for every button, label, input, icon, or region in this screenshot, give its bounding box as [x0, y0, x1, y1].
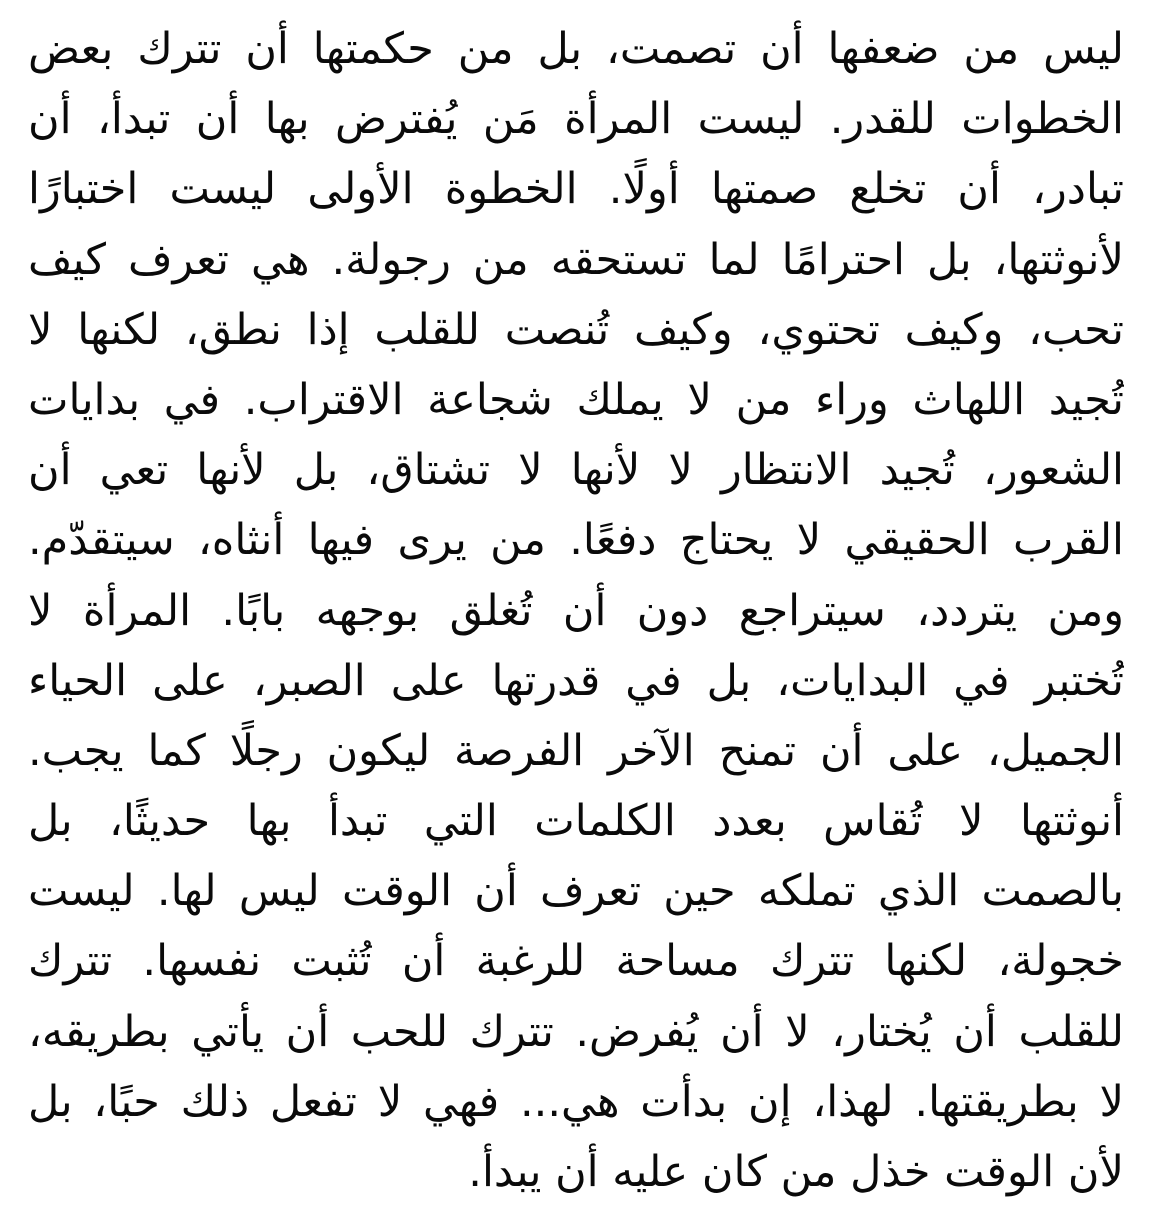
text-line-7: الشعور، تُجيد الانتظار لا لأنها لا تشتاق، بل لأنها تعي أن	[28, 445, 1124, 496]
text-line-10: تُختبر في البدايات، بل في قدرتها على الصبر، على الحياء	[28, 655, 1124, 706]
arabic-text-body	[28, 14, 1124, 1207]
text-line-4: لأنوثتها، بل احترامًا لما تستحقه من رجولة. هي تعرف كيف	[28, 234, 1124, 285]
text-line-9: ومن يتردد، سيتراجع دون أن تُغلق بوجهه بابًا. المرأة لا	[28, 585, 1124, 636]
text-line-8: القرب الحقيقي لا يحتاج دفعًا. من يرى فيها أنثاه، سيتقدّم.	[28, 515, 1124, 566]
text-line-13: بالصمت الذي تملكه حين تعرف أن الوقت ليس لها. ليست	[28, 866, 1124, 917]
text-line-16: لا بطريقتها. لهذا، إن بدأت هي... فهي لا تفعل ذلك حبًا، بل	[28, 1076, 1124, 1127]
text-line-5: تحب، وكيف تحتوي، وكيف تُنصت للقلب إذا نطق، لكنها لا	[28, 304, 1124, 355]
text-line-6: تُجيد اللهاث وراء من لا يملك شجاعة الاقتراب. في بدايات	[28, 374, 1124, 425]
text-line-1: ليس من ضعفها أن تصمت، بل من حكمتها أن تترك بعض	[28, 24, 1124, 74]
text-line-17: لأن الوقت خذل من كان عليه أن يبدأ.	[468, 1147, 1124, 1197]
text-line-12: أنوثتها لا تُقاس بعدد الكلمات التي تبدأ بها حديثًا، بل	[28, 796, 1124, 847]
text-line-2: الخطوات للقدر. ليست المرأة مَن يُفترض بها أن تبدأ، أن	[28, 94, 1124, 145]
text-line-14: خجولة، لكنها تترك مساحة للرغبة أن تُثبت نفسها. تترك	[28, 936, 1124, 987]
text-line-3: تبادر، أن تخلع صمتها أولًا. الخطوة الأولى ليست اختبارًا	[28, 164, 1124, 215]
text-line-15: للقلب أن يُختار، لا أن يُفرض. تترك للحب أن يأتي بطريقه،	[28, 1006, 1124, 1057]
text-line-11: الجميل، على أن تمنح الآخر الفرصة ليكون رجلًا كما يجب.	[28, 725, 1124, 776]
